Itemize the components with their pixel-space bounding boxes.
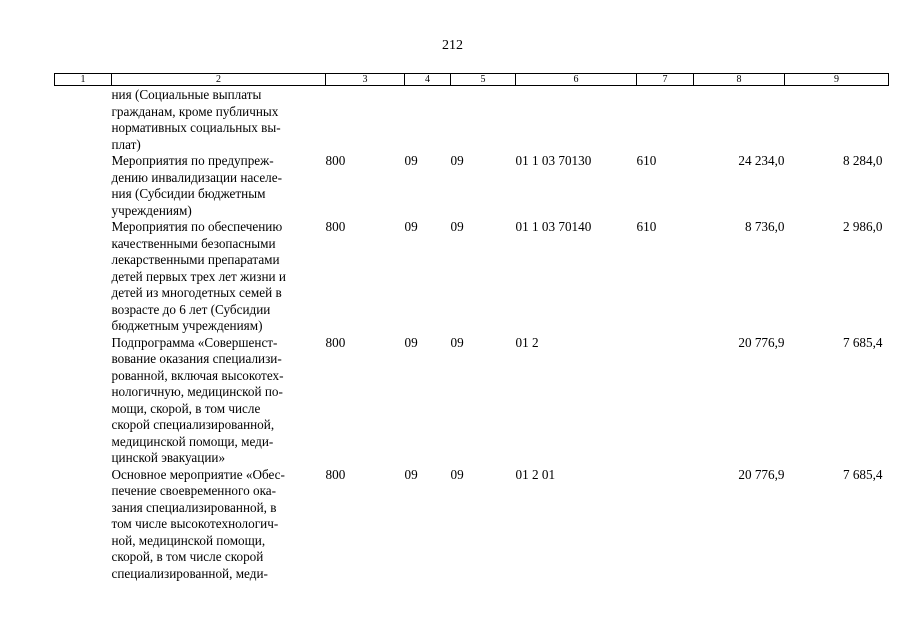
description-line: цинской эвакуации» [111,450,226,465]
description-line: вование оказания специализи- [111,351,282,366]
description-line: возрасте до 6 лет (Субсидии [111,301,271,317]
budget-table [54,73,889,582]
row-description [112,335,326,467]
row-description [112,86,326,154]
cell-expense-type [637,86,694,154]
table-row [55,153,889,219]
cell-ministry: 800 [325,153,346,168]
cell-section [405,86,451,154]
cell-target-article: 01 2 [515,334,539,350]
cell-target-article [516,86,637,154]
cell-section: 09 [404,219,418,234]
column-header-5: 5 [451,74,516,86]
cell-expense-type: 610 [636,219,657,234]
description-line: бюджетным учреждениям) [111,318,263,333]
cell-ministry [326,86,405,154]
description-line: Основное мероприятие «Обес- [111,466,285,482]
cell-ministry: 800 [325,334,346,350]
description-line: учреждениям) [111,202,192,218]
column-header-9: 9 [785,74,889,86]
description-line: печение своевременного ока- [111,483,277,498]
description-line: детей из многодетных семей в [111,285,282,300]
cell-amount-total: 20 776,9 [738,334,785,350]
description-line: дению инвалидизации населе- [111,169,283,185]
description-line: гражданам, кроме публичных [111,103,279,119]
cell-amount-part: 8 284,0 [842,153,883,168]
cell-amount-part: 7 685,4 [842,466,883,482]
description-line: ния (Социальные выплаты [111,87,262,102]
description-line: Подпрограмма «Совершенст- [111,334,278,350]
cell-target-article: 01 1 03 70140 [515,219,592,234]
column-header-3: 3 [326,74,405,86]
description-line: рованной, включая высокотех- [111,367,284,383]
cell-subsection: 09 [450,334,464,350]
cell-amount-total [694,86,785,154]
cell-section: 09 [404,153,418,168]
description-line: скорой, в том числе скорой [111,549,264,564]
description-line: мощи, скорой, в том числе [111,400,261,416]
column-header-1: 1 [55,74,112,86]
cell-expense-type [637,467,694,583]
cell-col1 [55,86,112,154]
description-line: нормативных социальных вы- [111,120,281,135]
cell-target-article: 01 2 01 [515,466,556,482]
column-header-4: 4 [405,74,451,86]
cell-subsection: 09 [450,219,464,234]
cell-col1 [55,335,112,467]
cell-amount-part: 7 685,4 [842,334,883,350]
description-line: лекарственными препаратами [111,252,280,267]
description-line: ной, медицинской помощи, [111,532,266,548]
cell-section: 09 [404,334,418,350]
cell-amount-total: 24 234,0 [738,153,785,168]
cell-amount-total: 8 736,0 [744,219,785,234]
description-line: специализированной, меди- [111,565,268,581]
description-line: качественными безопасными [111,235,276,251]
table-row [55,335,889,467]
table-row [55,467,889,583]
description-line: нологичную, медицинской по- [111,384,283,399]
cell-ministry: 800 [325,466,346,482]
description-line: том числе высокотехнологич- [111,516,279,531]
cell-subsection: 09 [450,153,464,168]
cell-col1 [55,467,112,583]
cell-amount-part: 2 986,0 [842,219,883,234]
cell-amount-part [785,86,889,154]
cell-amount-total: 20 776,9 [738,466,785,482]
cell-expense-type [637,335,694,467]
cell-col1 [55,219,112,335]
row-description [112,153,326,219]
description-line: скорой специализированной, [111,417,275,432]
column-header-7: 7 [637,74,694,86]
row-description [112,467,326,583]
cell-target-article: 01 1 03 70130 [515,153,592,168]
cell-ministry: 800 [325,219,346,234]
description-line: зания специализированной, в [111,499,277,515]
description-line: Мероприятия по предупреж- [111,153,274,168]
column-header-6: 6 [516,74,637,86]
table-header-row [55,74,889,86]
cell-subsection [451,86,516,154]
page-number: 212 [442,38,463,53]
row-description [112,219,326,335]
description-line: детей первых трех лет жизни и [111,268,286,284]
description-line: плат) [111,136,141,152]
column-header-2: 2 [112,74,326,86]
cell-section: 09 [404,466,418,482]
cell-subsection: 09 [450,466,464,482]
cell-col1 [55,153,112,219]
description-line: ния (Субсидии бюджетным [111,186,266,201]
table-row [55,219,889,335]
column-header-8: 8 [694,74,785,86]
cell-expense-type: 610 [636,153,657,168]
description-line: медицинской помощи, меди- [111,433,274,449]
description-line: Мероприятия по обеспечению [111,219,283,234]
table-row [55,86,889,154]
